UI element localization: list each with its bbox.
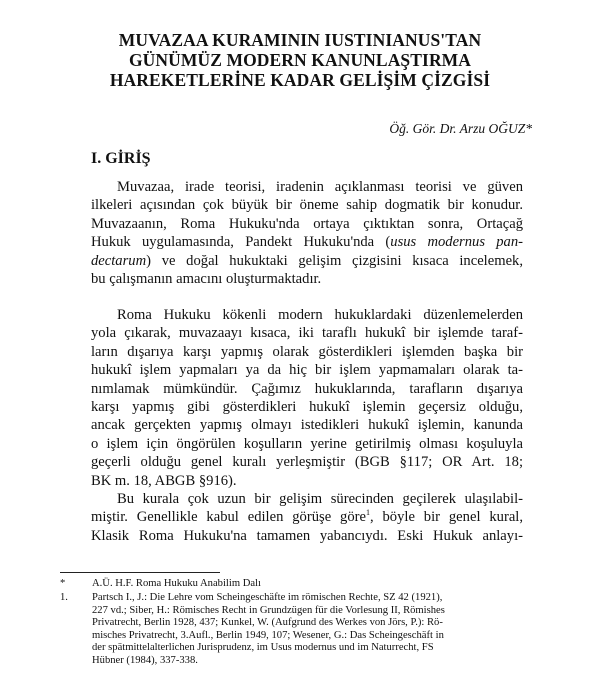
latin-term: dectarum bbox=[91, 252, 147, 269]
text-line: geçerli olduğu genel kuralı yerleşmiştir (BGB §117; OR Art. 18; bbox=[91, 454, 523, 471]
section-heading: I. GİRİŞ bbox=[91, 150, 151, 167]
text-line bbox=[91, 233, 523, 251]
article-title bbox=[60, 30, 540, 90]
paragraph-1 bbox=[91, 178, 523, 288]
author-line: Öğ. Gör. Dr. Arzu OĞUZ* bbox=[389, 121, 532, 136]
text-segment: miştir. Genellikle kabul edilen görüşe göre bbox=[91, 509, 366, 526]
footnote-line: Privatrecht, Berlin 1928, 437; Kunkel, W. (Aufgrund des Werkes von Jörs, P.): Rö- bbox=[92, 617, 443, 629]
title-line: HAREKETLERİNE KADAR GELİŞİM ÇİZGİSİ bbox=[109, 70, 491, 90]
footnote-line: Hübner (1984), 337-338. bbox=[92, 654, 198, 666]
title-line: GÜNÜMÜZ MODERN KANUNLAŞTIRMA bbox=[128, 50, 472, 70]
text-line: Roma Hukuku kökenli modern hukuklardaki düzenlemelerden bbox=[117, 307, 523, 323]
footnote-divider bbox=[60, 572, 220, 573]
text-segment: , böyle bir genel kural, bbox=[369, 509, 524, 526]
title-line: MUVAZAA KURAMININ IUSTINIANUS'TAN bbox=[118, 30, 482, 50]
text-line: ancak gerçekten yapmış olmayı istedikleri hukukî işlemin, kanunda bbox=[91, 417, 523, 434]
text-line: hukukî işlem yapmaları ya da hiç bir işlem yapmamaları olarak ta- bbox=[91, 362, 523, 379]
text-line: Muvazaanın, Roma Hukuku'nda ortaya çıktıktan sonra, Ortaçağ bbox=[91, 215, 523, 232]
text-line: Bu kurala çok uzun bir gelişim sürecinden geçilerek ulaşılabil- bbox=[117, 491, 523, 507]
text-line: nımlamak mümkündür. Çağımız hukuklarında, tarafların dışarıya bbox=[91, 380, 523, 397]
footnote-line: misches Privatrecht, 3.Aufl., Berlin 1949, 107; Wesener, G.: Das Scheingeschäft in bbox=[92, 629, 444, 641]
text-line: Muvazaa, irade teorisi, iradenin açıklanması teorisi ve güven bbox=[117, 179, 523, 195]
text-line: Klasik Roma Hukuku'na tamamen yabancıydı. Eski Hukuk anlayı- bbox=[91, 527, 523, 544]
footnote-line: der spätmittelalterlichen Jurisprudenz, im Usus modernus und im Naturrecht, FS bbox=[92, 642, 434, 654]
text-line: ların dışarıya karşı yapmış olarak gösterdikleri işlemden başka bir bbox=[91, 343, 523, 360]
text-line: o işlem için öngörülen koşulların yerine getirilmiş olması koşuluyla bbox=[91, 435, 523, 452]
footnote-ref: 1 bbox=[365, 508, 370, 518]
text-line: dectarum) ve doğal hukuktaki gelişim çizgisini kısaca incelemek, bbox=[91, 252, 523, 269]
footnote-line: 227 vd.; Siber, H.: Römisches Recht in Grundzügen für die Vorlesung II, Römishes bbox=[92, 604, 445, 616]
paragraph-3 bbox=[91, 490, 523, 545]
text-line: BK m. 18, ABGB §916). bbox=[91, 472, 237, 489]
footnote-line: Partsch I., J.: Die Lehre vom Scheingeschäfte im römischen Rechte, SZ 42 (1921), bbox=[92, 592, 443, 603]
text-line: bu çalışmanın amacını oluşturmaktadır. bbox=[91, 271, 322, 288]
text-segment: Hukuk uygulamasında, Pandekt Hukuku'nda (usus modernus pan- bbox=[91, 234, 523, 251]
text-line: yola çıkarak, muvazaayı kısaca, iki taraflı hukukî bir işlemde taraf- bbox=[91, 325, 523, 342]
text-line bbox=[91, 508, 523, 526]
text-line: karşı yapmış gibi gösterdikleri hukukî işlemin geçersiz olduğu, bbox=[91, 399, 523, 416]
footnote-mark: 1. bbox=[60, 592, 68, 603]
paragraph-2 bbox=[91, 306, 523, 490]
footnote-line: A.Ü. H.F. Roma Hukuku Anabilim Dalı bbox=[92, 578, 261, 589]
text-line: ilkeleri açısından çok büyük bir öneme sahip dogmatik bir konudur. bbox=[91, 197, 523, 214]
footnote-mark: * bbox=[60, 578, 66, 589]
